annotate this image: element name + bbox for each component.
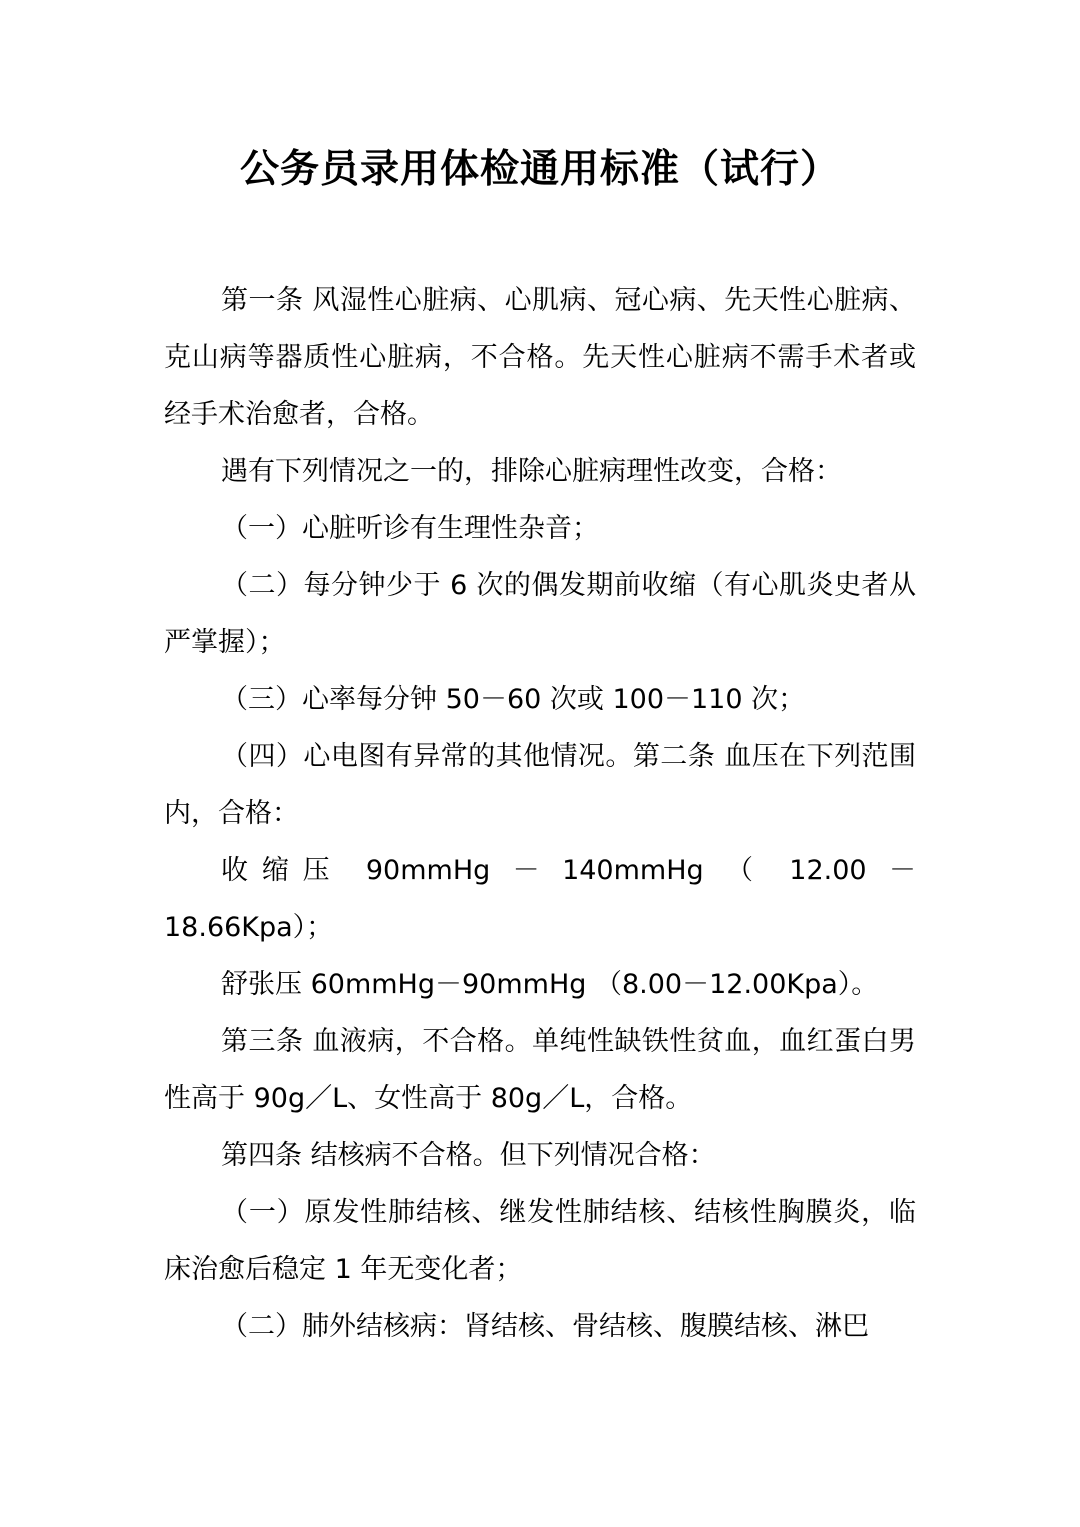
paragraph-exceptions-intro: 遇有下列情况之一的，排除心脏病理性改变，合格： [221,456,842,487]
paragraph-item-1: （一）心脏听诊有生理性杂音； [221,513,599,544]
paragraph-item-4-article-2: （四）心电图有异常的其他情况。第二条 血压在下列范围内，合格： [164,741,916,829]
paragraph-systolic-pressure: 收缩压 90mmHg － 140mmHg （ 12.00 － 18.66Kpa）； [164,855,916,943]
document-title: 公务员录用体检通用标准（试行） [239,147,840,192]
paragraph-tb-item-2: （二）肺外结核病：肾结核、骨结核、腹膜结核、淋巴 [221,1311,869,1342]
document-body [164,272,916,1355]
paragraph-diastolic-pressure: 舒张压 60mmHg－90mmHg （8.00－12.00Kpa）。 [221,969,879,1000]
paragraph-article-1: 第一条 风湿性心脏病、心肌病、冠心病、先天性心脏病、克山病等器质性心脏病，不合格。先天性心脏病不需手术者或经手术治愈者，合格。 [164,285,916,430]
paragraph-tb-item-1: （一）原发性肺结核、继发性肺结核、结核性胸膜炎，临床治愈后稳定 1 年无变化者； [164,1197,916,1285]
paragraph-item-2: （二）每分钟少于 6 次的偶发期前收缩（有心肌炎史者从严掌握）； [164,570,916,658]
paragraph-item-3: （三）心率每分钟 50－60 次或 100－110 次； [221,684,806,715]
paragraph-article-4: 第四条 结核病不合格。但下列情况合格： [221,1140,716,1171]
paragraph-article-3: 第三条 血液病，不合格。单纯性缺铁性贫血，血红蛋白男性高于 90g／L、女性高于 80g／L，合格。 [164,1026,916,1114]
